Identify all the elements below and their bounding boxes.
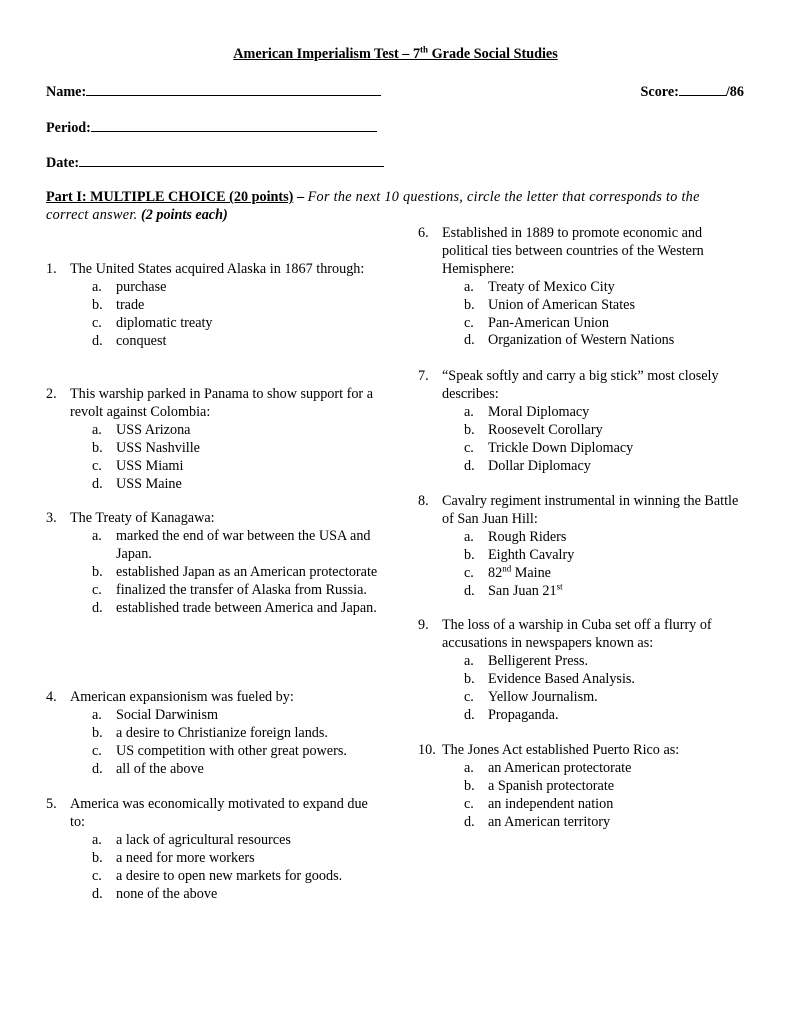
question-stem: Established in 1889 to promote economic and political ties between countries of the Western Hemisphere: <box>442 225 704 277</box>
option-text: a lack of agricultural resources <box>116 831 291 848</box>
option[interactable] <box>418 404 748 422</box>
question-stem: Cavalry regiment instrumental in winning the Battle of San Juan Hill: <box>442 493 739 527</box>
option-letter: b. <box>464 296 475 313</box>
option-letter: d. <box>464 706 475 723</box>
question-number: 5. <box>46 796 57 812</box>
option[interactable] <box>418 778 743 796</box>
option-letter: d. <box>464 582 475 599</box>
option-text: Propaganda. <box>488 706 559 723</box>
test-title <box>0 46 791 64</box>
question-stem: The Treaty of Kanagawa: <box>70 510 215 526</box>
question-number: 1. <box>46 261 57 277</box>
option[interactable] <box>418 671 743 689</box>
option[interactable] <box>46 600 381 618</box>
score-label: Score: <box>640 84 679 100</box>
option-text: an American protectorate <box>488 759 632 776</box>
option-text: Eighth Cavalry <box>488 546 575 563</box>
option-text: Pan-American Union <box>488 314 609 331</box>
option[interactable] <box>46 422 381 440</box>
question-stem: The loss of a warship in Cuba set off a flurry of accusations in newspapers known as: <box>442 617 712 651</box>
option-letter: a. <box>92 421 102 438</box>
option-text: finalized the transfer of Alaska from Russia. <box>116 581 367 598</box>
option[interactable] <box>46 476 381 494</box>
option-text: Treaty of Mexico City <box>488 278 615 295</box>
option[interactable] <box>418 315 743 333</box>
option-text: US competition with other great powers. <box>116 742 347 759</box>
title-text-end: Grade Social Studies <box>428 46 558 62</box>
question-2 <box>46 386 381 493</box>
question-5 <box>46 796 381 903</box>
option[interactable] <box>46 707 381 725</box>
option[interactable] <box>46 868 381 886</box>
score-field <box>641 83 744 102</box>
option[interactable] <box>418 689 743 707</box>
option-letter: b. <box>464 777 475 794</box>
option[interactable] <box>418 580 743 601</box>
option-text: Evidence Based Analysis. <box>488 670 635 687</box>
option[interactable] <box>418 814 743 832</box>
option-letter: a. <box>464 278 474 295</box>
question-stem: This warship parked in Panama to show support for a revolt against Colombia: <box>70 386 374 420</box>
date-blank[interactable] <box>79 154 384 167</box>
option-text: Union of American States <box>488 296 635 313</box>
option[interactable] <box>418 458 748 476</box>
option-letter: b. <box>92 296 103 313</box>
option-letter: a. <box>92 278 102 295</box>
option-letter: d. <box>464 457 475 474</box>
period-label: Period: <box>46 120 91 136</box>
option-letter: c. <box>92 867 102 884</box>
question-4 <box>46 689 381 779</box>
date-field <box>46 154 384 173</box>
option[interactable] <box>418 707 743 725</box>
option[interactable] <box>46 582 381 600</box>
question-number: 4. <box>46 689 57 705</box>
option-text: established trade between America and Japan. <box>116 599 377 616</box>
question-number: 9. <box>418 617 429 633</box>
question-number: 3. <box>46 510 57 526</box>
question-stem: America was economically motivated to expand due to: <box>70 796 368 830</box>
option[interactable] <box>46 315 381 333</box>
option[interactable] <box>46 832 381 850</box>
option-text: conquest <box>116 332 167 349</box>
option-letter: c. <box>92 314 102 331</box>
option-text: Dollar Diplomacy <box>488 457 591 474</box>
option[interactable] <box>418 422 748 440</box>
option-letter: d. <box>92 885 103 902</box>
option-letter: d. <box>464 332 475 349</box>
option-superscript: st <box>556 580 563 591</box>
option[interactable] <box>418 562 743 583</box>
question-number: 6. <box>418 225 429 241</box>
option-text: Roosevelt Corollary <box>488 421 603 438</box>
option-letter: c. <box>464 439 474 456</box>
option[interactable] <box>418 653 743 671</box>
option-letter: b. <box>92 724 103 741</box>
option-letter: b. <box>92 849 103 866</box>
option-letter: a. <box>92 527 102 544</box>
option-text: all of the above <box>116 760 204 777</box>
part1-points: (2 points each) <box>141 206 228 223</box>
option-letter: a. <box>92 831 102 848</box>
option-text: a desire to open new markets for goods. <box>116 867 343 884</box>
option[interactable] <box>46 743 381 761</box>
option[interactable] <box>46 279 381 297</box>
option-text: established Japan as an American protectorate <box>116 563 378 580</box>
option-letter: c. <box>464 795 474 812</box>
option-text: a need for more workers <box>116 849 255 866</box>
part1-instructions: For the next 10 questions, circle the letter that corresponds to the correct answer. <box>46 189 700 223</box>
part1-header <box>46 189 746 225</box>
option-letter: b. <box>464 546 475 563</box>
name-field <box>46 83 381 102</box>
option-text: trade <box>116 296 145 313</box>
option-letter: d. <box>92 475 103 492</box>
name-blank[interactable] <box>86 83 381 96</box>
option[interactable] <box>46 333 381 351</box>
part1-title: Part I: MULTIPLE CHOICE (20 points) <box>46 189 294 205</box>
period-blank[interactable] <box>91 119 377 132</box>
question-stem: The United States acquired Alaska in 1867 through: <box>70 261 365 277</box>
option[interactable] <box>418 440 748 458</box>
option-text: 82 <box>488 564 503 581</box>
option-letter: a. <box>92 706 102 723</box>
option-letter: b. <box>464 670 475 687</box>
option-text: an independent nation <box>488 795 614 812</box>
question-8 <box>418 493 743 600</box>
option-text: USS Maine <box>116 475 182 492</box>
option-text: a desire to Christianize foreign lands. <box>116 724 328 741</box>
option-letter: c. <box>92 581 102 598</box>
option[interactable] <box>418 297 743 315</box>
option[interactable] <box>418 279 743 297</box>
date-label: Date: <box>46 155 80 171</box>
question-number: 7. <box>418 368 429 384</box>
score-blank[interactable] <box>679 83 726 96</box>
option-letter: c. <box>464 688 474 705</box>
option-superscript: nd <box>502 562 512 573</box>
option-letter: d. <box>92 332 103 349</box>
option[interactable] <box>46 297 381 315</box>
question-3 <box>46 510 381 617</box>
question-stem: “Speak softly and carry a big stick” most closely describes: <box>442 368 719 402</box>
option-text: marked the end of war between the USA and Japan. <box>116 527 371 562</box>
option[interactable] <box>46 528 381 564</box>
title-text: American Imperialism Test – 7 <box>233 46 421 62</box>
option-text: Moral Diplomacy <box>488 403 590 420</box>
option-letter: a. <box>464 759 474 776</box>
option[interactable] <box>418 796 743 814</box>
option-text: Trickle Down Diplomacy <box>488 439 634 456</box>
option-text: USS Arizona <box>116 421 191 438</box>
option[interactable] <box>418 332 743 350</box>
option[interactable] <box>46 850 381 868</box>
option-text: Social Darwinism <box>116 706 219 723</box>
option-letter: b. <box>464 421 475 438</box>
option[interactable] <box>46 564 381 582</box>
score-total: /86 <box>725 84 744 100</box>
option-text: Yellow Journalism. <box>488 688 598 705</box>
option-letter: d. <box>464 813 475 830</box>
part1-dash: – <box>293 189 308 205</box>
option-text: diplomatic treaty <box>116 314 213 331</box>
question-6 <box>418 225 743 350</box>
title-superscript: th <box>420 44 429 55</box>
question-number: 8. <box>418 493 429 509</box>
question-9 <box>418 617 743 724</box>
option-letter: c. <box>92 742 102 759</box>
option[interactable] <box>418 760 743 778</box>
name-label: Name: <box>46 84 87 100</box>
option-text: none of the above <box>116 885 218 902</box>
option-text: Belligerent Press. <box>488 652 589 669</box>
option-text: Rough Riders <box>488 528 567 545</box>
option[interactable] <box>46 440 381 458</box>
option-letter: b. <box>92 563 103 580</box>
question-number: 2. <box>46 386 57 402</box>
option-letter: d. <box>92 760 103 777</box>
option-letter: c. <box>464 564 474 581</box>
option[interactable] <box>46 458 381 476</box>
period-field <box>46 119 377 138</box>
option[interactable] <box>46 886 381 904</box>
question-stem: The Jones Act established Puerto Rico as: <box>442 742 680 758</box>
option-text: Organization of Western Nations <box>488 332 675 349</box>
question-10 <box>418 742 743 832</box>
option[interactable] <box>46 761 381 779</box>
option-text: USS Miami <box>116 457 184 474</box>
option-letter: c. <box>464 314 474 331</box>
option-letter: b. <box>92 439 103 456</box>
question-1 <box>46 261 381 351</box>
option-letter: a. <box>464 528 474 545</box>
option[interactable] <box>46 725 381 743</box>
option-letter: d. <box>92 599 103 616</box>
option-letter: a. <box>464 403 474 420</box>
question-stem: American expansionism was fueled by: <box>70 689 294 705</box>
question-7 <box>418 368 748 475</box>
option[interactable] <box>418 529 743 547</box>
question-number: 10. <box>418 742 436 758</box>
option[interactable] <box>418 547 743 565</box>
option-text-end: Maine <box>511 564 551 581</box>
option-letter: c. <box>92 457 102 474</box>
option-text: San Juan 21 <box>488 582 557 599</box>
option-text: USS Nashville <box>116 439 200 456</box>
option-text: an American territory <box>488 813 611 830</box>
option-text: a Spanish protectorate <box>488 777 615 794</box>
option-text: purchase <box>116 278 167 295</box>
option-letter: a. <box>464 652 474 669</box>
